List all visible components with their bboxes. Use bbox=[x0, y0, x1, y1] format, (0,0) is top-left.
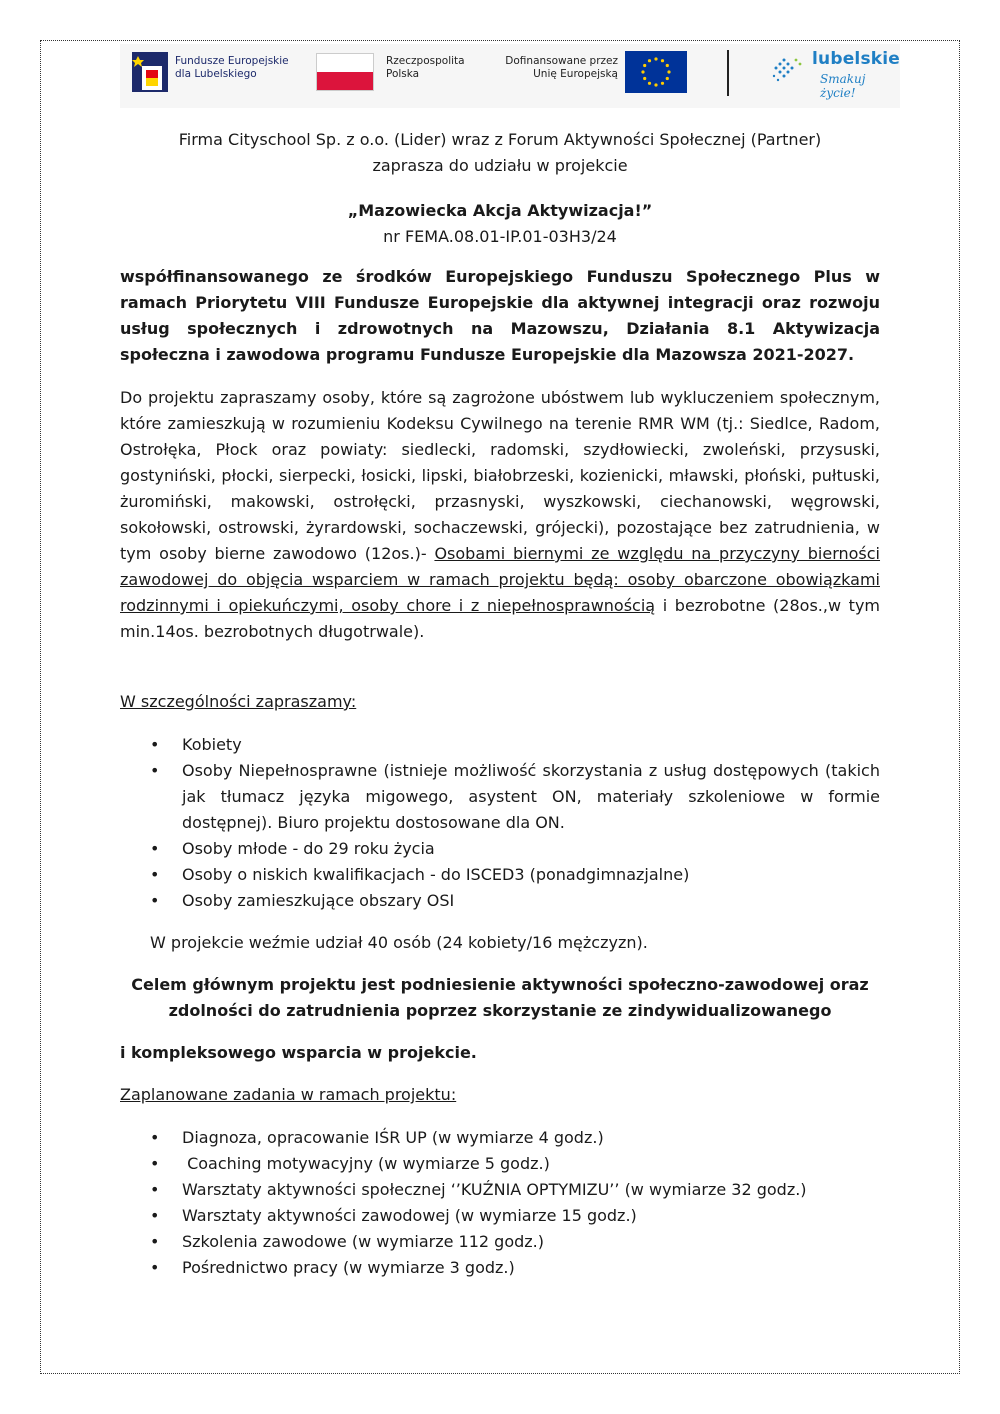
fe-logo-line2: dla Lubelskiego bbox=[175, 68, 257, 80]
goal-line2: zdolności do zatrudnienia poprzez skorzystanie ze zindywidualizowanego bbox=[168, 1001, 832, 1020]
intro-line2: zaprasza do udziału w projekcie bbox=[372, 156, 628, 175]
fe-logo-line1: Fundusze Europejskie bbox=[175, 55, 289, 67]
list-item: • Warsztaty aktywności zawodowej (w wymiarze 15 godz.) bbox=[120, 1203, 880, 1229]
intro-line1: Firma Cityschool Sp. z o.o. (Lider) wraz z Forum Aktywności Społecznej (Partner) bbox=[178, 130, 822, 149]
funding-text: współfinansowanego ze środków Europejskiego Funduszu Społecznego Plus w ramach Priorytetu VIII Fundusze Europejskie dla aktywnej integracji oraz rozwoju usług społecznych i zdrowotnych na Mazowszu, Działania 8.1 Aktywizacja społeczna i zawodowa programu Fundusze Europejskie dla Mazowsza 2021-2027. bbox=[120, 267, 880, 364]
eu-flag-icon bbox=[625, 51, 687, 93]
eligibility-part1: Do projektu zapraszamy osoby, które są zagrożone ubóstwem lub wykluczeniem społecznym, które zamieszkują w rozumieniu Kodeksu Cywilnego na terenie RMR WM (tj.: Siedlce, Radom, Ostrołęka, Płock oraz powiaty: siedlecki, radomski, szydłowiecki, zwoleński, przysuski, gostyniński, płocki, sierpecki, łosicki, lipski, białobrzeski, kozienicki, mławski, płoński, pułtuski, żuromiński, makowski, ostrołęcki, przasnyski, wyszkowski, ciechanowski, węgrowski, sokołowski, ostrowski, żyrardowski, sochaczewski, grójecki), pozostające bez zatrudnienia, w tym osoby bierne zawodowo (12os.)- bbox=[120, 388, 880, 563]
list-item: • Osoby o niskich kwalifikacjach - do ISCED3 (ponadgimnazjalne) bbox=[120, 862, 880, 888]
special-list bbox=[120, 732, 880, 914]
project-number: nr FEMA.08.01-IP.01-03H3/24 bbox=[383, 227, 617, 246]
participants-text: W projekcie weźmie udział 40 osób (24 kobiety/16 mężczyzn). bbox=[150, 933, 648, 952]
eu-logo-line1: Dofinansowane przez bbox=[505, 55, 618, 67]
rp-logo-line2: Polska bbox=[386, 68, 420, 80]
tasks-heading-text: Zaplanowane zadania w ramach projektu: bbox=[120, 1085, 457, 1104]
lubelskie-logo-text: lubelskie bbox=[812, 49, 901, 69]
project-title: „Mazowiecka Akcja Aktywizacja!” bbox=[347, 201, 653, 220]
eligibility-text bbox=[120, 385, 880, 645]
list-item: • Osoby Niepełnosprawne (istnieje możliwość skorzystania z usług dostępowych (takich jak tłumacz języka migowego, asystent ON, materiały szkoleniowe w formie dostępnej). Biuro projektu dostosowane dla ON. bbox=[120, 758, 880, 836]
eu-logo-line2: Unię Europejską bbox=[533, 68, 618, 80]
tasks-list bbox=[120, 1125, 880, 1281]
logo-bar bbox=[120, 44, 900, 108]
list-item: • Warsztaty aktywności społecznej ‘’KUŹNIA OPTYMIZU’’ (w wymiarze 32 godz.) bbox=[120, 1177, 880, 1203]
eligibility-underlined: Osobami biernymi ze względu na przyczyny bierności zawodowej do objęcia wsparciem w ramach projektu będą: osoby obarczone obowiązkami rodzinnymi i opiekuńczymi, osoby chore i z niepełnosprawnością bbox=[120, 544, 881, 615]
list-item: • Pośrednictwo pracy (w wymiarze 3 godz.) bbox=[120, 1255, 880, 1281]
lubelskie-logo-icon bbox=[770, 54, 810, 88]
fe-logo-text bbox=[175, 55, 289, 81]
eu-logo-text bbox=[498, 55, 618, 81]
list-item: • Kobiety bbox=[120, 732, 880, 758]
eligibility-part2: i bezrobotne (28os.,w tym min.14os. bezrobotnych długotrwale). bbox=[120, 596, 880, 641]
tasks-heading bbox=[120, 1082, 880, 1108]
list-item: • Diagnoza, opracowanie IŚR UP (w wymiarze 4 godz.) bbox=[120, 1125, 880, 1151]
list-item: • Szkolenia zawodowe (w wymiarze 112 godz.) bbox=[120, 1229, 880, 1255]
lubelskie-slogan: Smakuj życie! bbox=[820, 72, 866, 100]
goal bbox=[120, 972, 880, 1024]
goal-line1: Celem głównym projektu jest podniesienie aktywności społeczno-zawodowej oraz bbox=[131, 975, 869, 994]
project-header bbox=[120, 198, 880, 250]
list-item: • Coaching motywacyjny (w wymiarze 5 godz.) bbox=[120, 1151, 880, 1177]
list-item: • Osoby młode - do 29 roku życia bbox=[120, 836, 880, 862]
list-item: • Osoby zamieszkujące obszary OSI bbox=[120, 888, 880, 914]
polish-flag-icon bbox=[316, 53, 374, 91]
rp-logo-line1: Rzeczpospolita bbox=[386, 55, 465, 67]
intro bbox=[120, 127, 880, 179]
rp-logo-text bbox=[386, 55, 465, 81]
special-heading-text: W szczególności zapraszamy: bbox=[120, 692, 357, 711]
logo-separator bbox=[727, 50, 729, 96]
goal-line3: i kompleksowego wsparcia w projekcie. bbox=[120, 1043, 477, 1062]
fundusze-europejskie-logo-icon bbox=[132, 52, 168, 92]
special-heading bbox=[120, 689, 880, 715]
